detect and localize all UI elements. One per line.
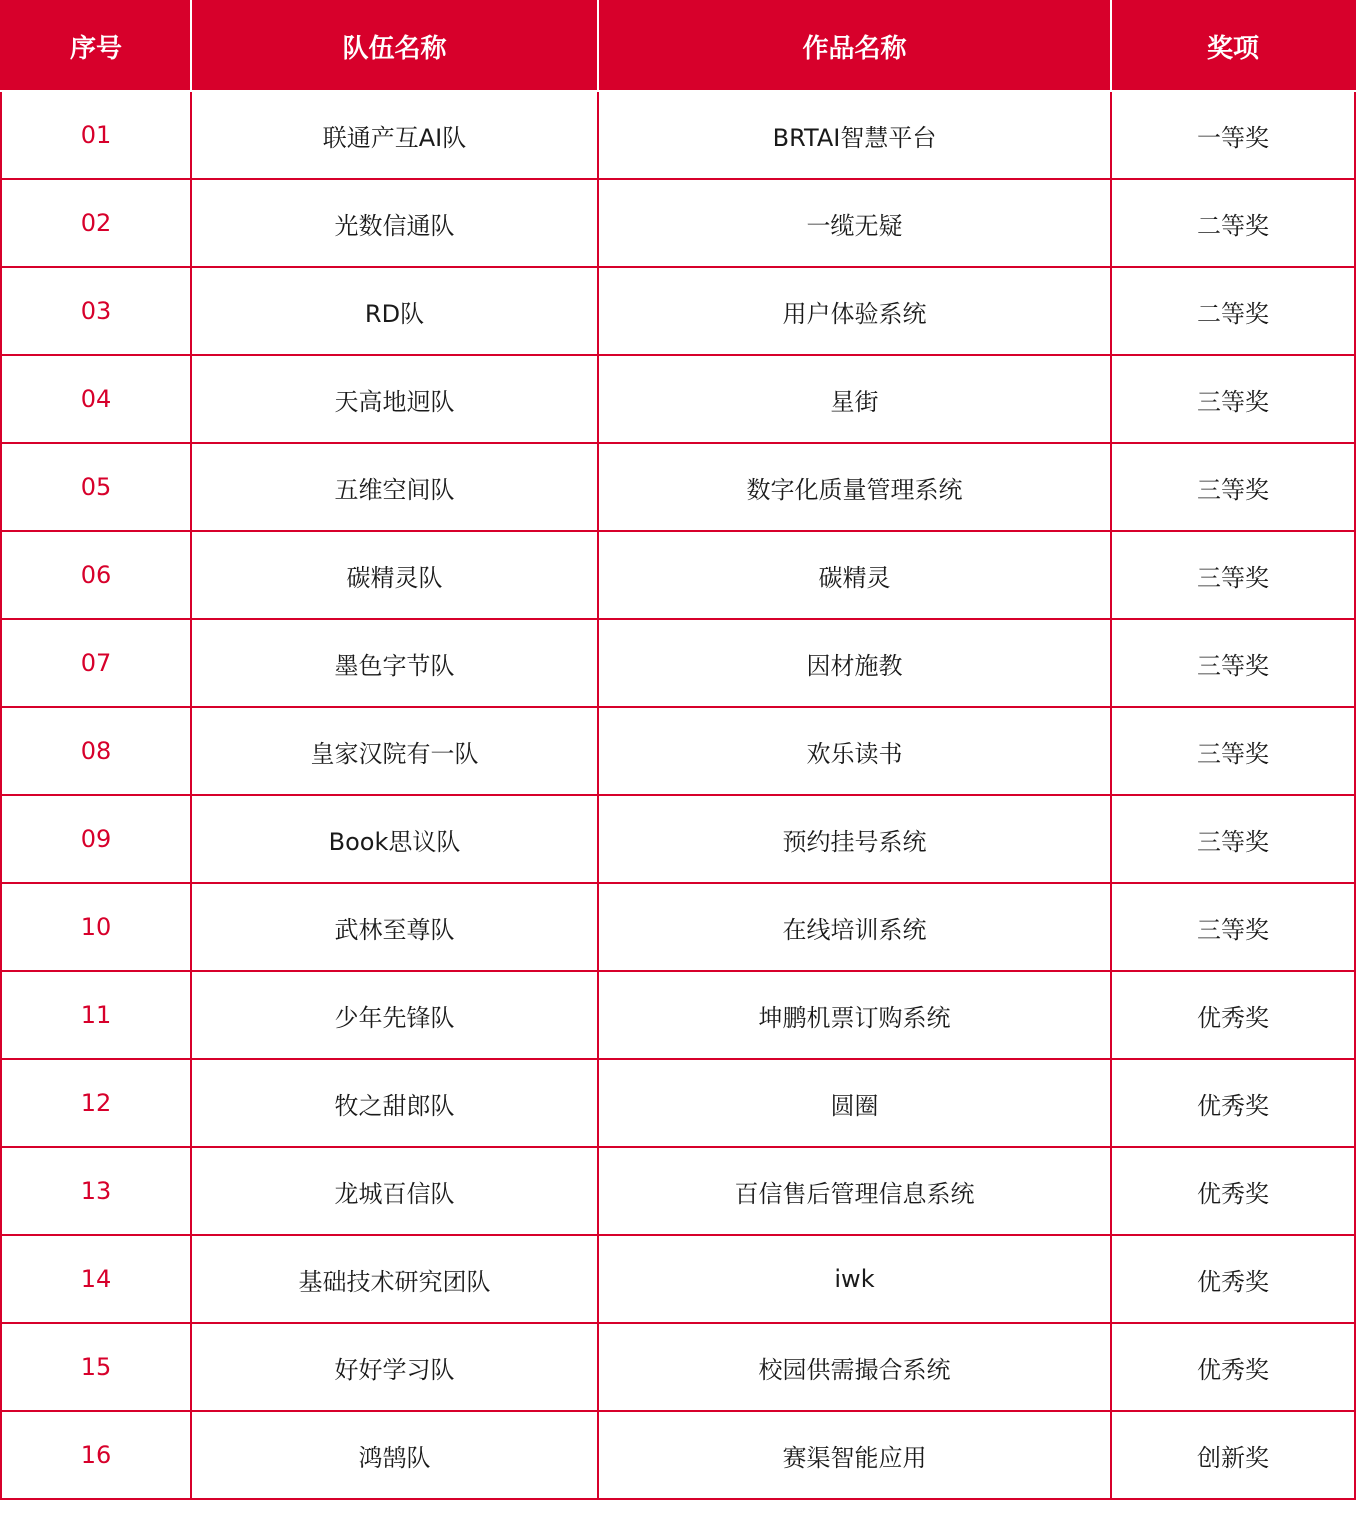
row-number: 12 [1, 1059, 191, 1147]
work-name: 校园供需撮合系统 [598, 1323, 1111, 1411]
table-row [1, 1235, 1355, 1323]
header-work: 作品名称 [598, 1, 1111, 91]
award-name: 三等奖 [1111, 443, 1355, 531]
row-number: 01 [1, 91, 191, 179]
table-row [1, 179, 1355, 267]
table-row [1, 1147, 1355, 1235]
table-body [1, 91, 1355, 1499]
team-name: 鸿鹄队 [191, 1411, 598, 1499]
row-number: 14 [1, 1235, 191, 1323]
team-name: 好好学习队 [191, 1323, 598, 1411]
team-name: 皇家汉院有一队 [191, 707, 598, 795]
row-number: 09 [1, 795, 191, 883]
work-name: BRTAI智慧平台 [598, 91, 1111, 179]
row-number: 07 [1, 619, 191, 707]
award-name: 优秀奖 [1111, 1235, 1355, 1323]
table-row [1, 443, 1355, 531]
table-row [1, 795, 1355, 883]
team-name: 武林至尊队 [191, 883, 598, 971]
header-team: 队伍名称 [191, 1, 598, 91]
award-name: 三等奖 [1111, 531, 1355, 619]
award-name: 一等奖 [1111, 91, 1355, 179]
table-row [1, 1411, 1355, 1499]
row-number: 05 [1, 443, 191, 531]
award-name: 三等奖 [1111, 707, 1355, 795]
work-name: 赛渠智能应用 [598, 1411, 1111, 1499]
table-row [1, 1059, 1355, 1147]
team-name: 牧之甜郎队 [191, 1059, 598, 1147]
table-row [1, 619, 1355, 707]
team-name: RD队 [191, 267, 598, 355]
row-number: 13 [1, 1147, 191, 1235]
row-number: 03 [1, 267, 191, 355]
work-name: 欢乐读书 [598, 707, 1111, 795]
work-name: 星街 [598, 355, 1111, 443]
work-name: 因材施教 [598, 619, 1111, 707]
table-row [1, 267, 1355, 355]
team-name: 基础技术研究团队 [191, 1235, 598, 1323]
award-name: 三等奖 [1111, 883, 1355, 971]
work-name: 在线培训系统 [598, 883, 1111, 971]
row-number: 10 [1, 883, 191, 971]
award-name: 二等奖 [1111, 267, 1355, 355]
row-number: 02 [1, 179, 191, 267]
work-name: 用户体验系统 [598, 267, 1111, 355]
work-name: 坤鹏机票订购系统 [598, 971, 1111, 1059]
work-name: 数字化质量管理系统 [598, 443, 1111, 531]
work-name: 百信售后管理信息系统 [598, 1147, 1111, 1235]
award-name: 优秀奖 [1111, 1323, 1355, 1411]
award-name: 优秀奖 [1111, 1059, 1355, 1147]
award-name: 三等奖 [1111, 795, 1355, 883]
award-name: 二等奖 [1111, 179, 1355, 267]
team-name: 光数信通队 [191, 179, 598, 267]
table-row [1, 91, 1355, 179]
row-number: 16 [1, 1411, 191, 1499]
team-name: 龙城百信队 [191, 1147, 598, 1235]
team-name: Book思议队 [191, 795, 598, 883]
table-row [1, 1323, 1355, 1411]
row-number: 04 [1, 355, 191, 443]
table-row [1, 707, 1355, 795]
team-name: 联通产互AI队 [191, 91, 598, 179]
work-name: 圆圈 [598, 1059, 1111, 1147]
work-name: 预约挂号系统 [598, 795, 1111, 883]
team-name: 五维空间队 [191, 443, 598, 531]
table-row [1, 971, 1355, 1059]
header-row [1, 1, 1355, 91]
team-name: 少年先锋队 [191, 971, 598, 1059]
work-name: 一缆无疑 [598, 179, 1111, 267]
work-name: 碳精灵 [598, 531, 1111, 619]
table-row [1, 883, 1355, 971]
award-name: 三等奖 [1111, 355, 1355, 443]
row-number: 08 [1, 707, 191, 795]
award-name: 创新奖 [1111, 1411, 1355, 1499]
team-name: 墨色字节队 [191, 619, 598, 707]
team-name: 碳精灵队 [191, 531, 598, 619]
header-award: 奖项 [1111, 1, 1355, 91]
row-number: 11 [1, 971, 191, 1059]
work-name: iwk [598, 1235, 1111, 1323]
row-number: 06 [1, 531, 191, 619]
header-no: 序号 [1, 1, 191, 91]
table-row [1, 531, 1355, 619]
team-name: 天高地迥队 [191, 355, 598, 443]
table-header [1, 1, 1355, 91]
award-name: 优秀奖 [1111, 971, 1355, 1059]
row-number: 15 [1, 1323, 191, 1411]
table-row [1, 355, 1355, 443]
award-name: 优秀奖 [1111, 1147, 1355, 1235]
award-name: 三等奖 [1111, 619, 1355, 707]
